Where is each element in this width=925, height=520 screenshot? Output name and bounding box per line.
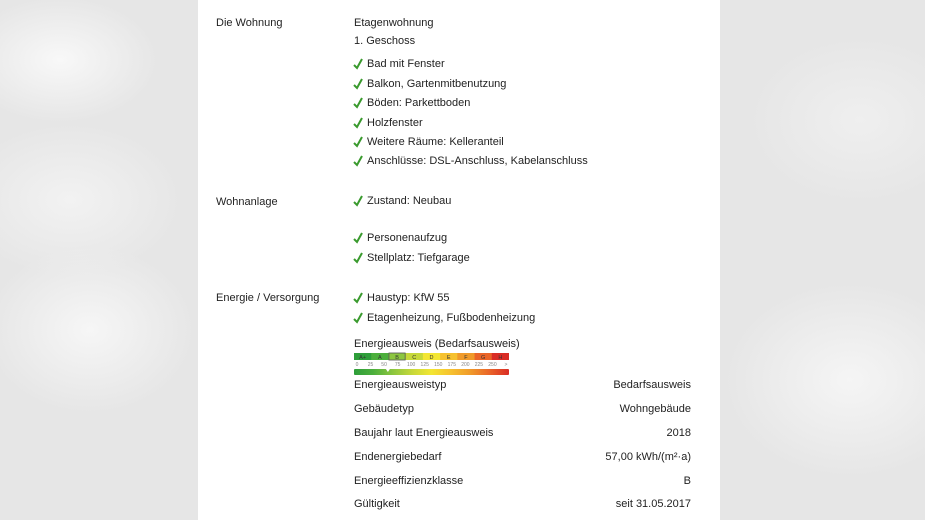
feature-item	[353, 232, 447, 244]
energy-info-key: Gültigkeit	[354, 498, 400, 510]
energieausweis-title: Energieausweis (Bedarfsausweis)	[354, 338, 520, 350]
energy-tick-label: 225	[474, 362, 484, 368]
feature-item	[353, 58, 445, 70]
energy-info-row	[354, 475, 691, 487]
energy-tick-label: 0	[355, 362, 359, 368]
energy-gradient-bar	[354, 369, 509, 375]
energy-tick-label: 175	[447, 362, 456, 368]
energy-tick-label: 75	[394, 362, 401, 368]
energy-info-key: Endenergiebedarf	[354, 451, 442, 463]
energy-tick-label: 50	[381, 362, 387, 368]
feature-text: Haustyp: KfW 55	[367, 292, 450, 304]
check-icon	[353, 155, 363, 167]
energy-info-key: Baujahr laut Energieausweis	[354, 427, 494, 439]
check-icon	[353, 232, 363, 244]
feature-item	[353, 312, 535, 324]
energy-scale	[354, 352, 509, 376]
check-icon	[353, 195, 363, 207]
energy-info-key: Energieeffizienzklasse	[354, 475, 464, 487]
energy-tick-label: 200	[461, 362, 470, 368]
feature-text: Bad mit Fenster	[367, 58, 445, 70]
feature-item	[353, 117, 423, 129]
feature-text: Anschlüsse: DSL-Anschluss, Kabelanschluss	[367, 155, 588, 167]
feature-item	[353, 292, 450, 304]
check-icon	[353, 292, 363, 304]
energy-class-label: E	[446, 355, 451, 361]
feature-text: Personenaufzug	[367, 232, 448, 244]
check-icon	[353, 78, 363, 90]
energy-tick-label: 150	[434, 362, 443, 368]
feature-item	[353, 252, 470, 264]
energy-info-value: 57,00 kWh/(m²·a)	[605, 451, 691, 463]
energy-info-value: Wohngebäude	[619, 403, 691, 415]
feature-text: Weitere Räume: Kelleranteil	[367, 136, 504, 148]
section-label-energie: Energie / Versorgung	[216, 292, 320, 304]
energy-info-value: seit 31.05.2017	[615, 498, 691, 510]
energy-tick-label: 25	[367, 362, 374, 368]
energy-class-label: A+	[359, 355, 367, 361]
feature-text: Balkon, Gartenmitbenutzung	[367, 78, 507, 90]
feature-text: Etagenheizung, Fußbodenheizung	[367, 312, 536, 324]
energy-class-label: A	[377, 355, 382, 361]
energy-info-value: B	[683, 475, 691, 487]
energy-info-key: Energieausweistyp	[354, 379, 447, 391]
feature-text: Stellplatz: Tiefgarage	[367, 252, 470, 264]
energy-class-label: D	[429, 355, 434, 361]
check-icon	[353, 312, 363, 324]
energy-info-row	[354, 379, 691, 391]
check-icon	[353, 136, 363, 148]
feature-text: Holzfenster	[367, 117, 423, 129]
feature-item	[353, 97, 470, 109]
feature-item	[353, 78, 506, 90]
wohnung-geschoss: 1. Geschoss	[354, 35, 416, 47]
feature-item	[353, 195, 451, 207]
energy-info-value: Bedarfsausweis	[613, 379, 691, 391]
section-label-wohnung: Die Wohnung	[216, 17, 283, 29]
energy-info-row	[354, 427, 691, 439]
feature-text: Zustand: Neubau	[367, 195, 452, 207]
energy-tick-label: >	[504, 362, 508, 368]
section-label-anlage: Wohnanlage	[216, 196, 278, 208]
feature-item	[353, 155, 588, 167]
energy-info-row	[354, 403, 691, 415]
energy-class-label: F	[464, 355, 468, 361]
check-icon	[353, 252, 363, 264]
check-icon	[353, 58, 363, 70]
feature-text: Böden: Parkettboden	[367, 97, 471, 109]
energy-tick-label: 125	[420, 362, 429, 368]
energy-tick-label: 100	[407, 362, 416, 368]
energy-class-label: B	[395, 355, 399, 361]
energy-info-key: Gebäudetyp	[354, 403, 414, 415]
energy-info-value: 2018	[666, 427, 691, 439]
energy-tick-label: 250	[488, 362, 497, 368]
feature-item	[353, 136, 504, 148]
energy-info-row	[354, 498, 691, 510]
check-icon	[353, 117, 363, 129]
energy-info-row	[354, 451, 691, 463]
listing-details	[198, 0, 720, 520]
check-icon	[353, 97, 363, 109]
energy-class-label: H	[498, 355, 503, 361]
energy-class-label: G	[481, 355, 486, 361]
energy-class-label: C	[412, 355, 417, 361]
wohnung-typ: Etagenwohnung	[354, 17, 434, 29]
